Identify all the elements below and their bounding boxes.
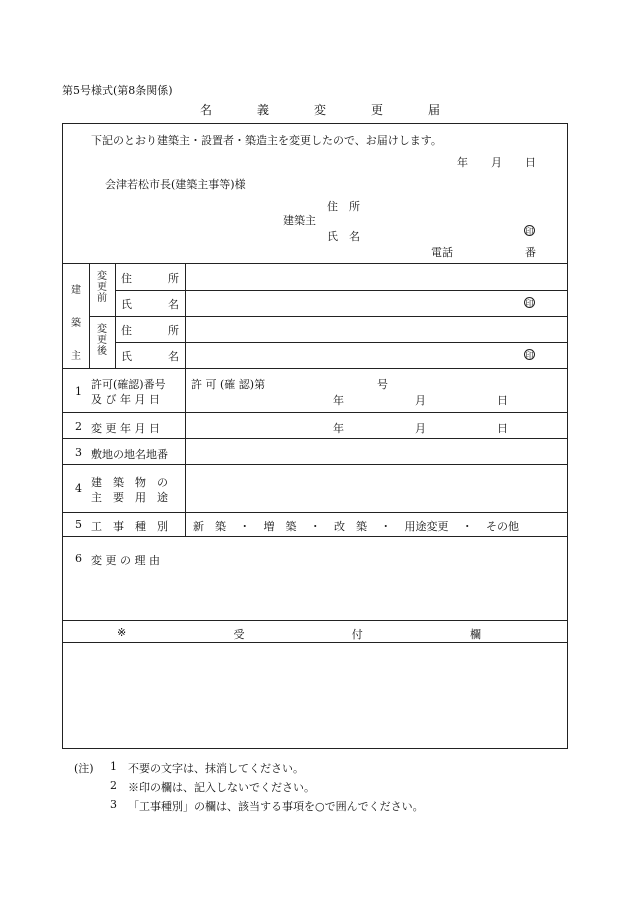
permit-prefix: 許 可 (確 認)第	[191, 378, 266, 391]
owner-group-char: 建	[71, 285, 81, 296]
row-number: 2	[75, 420, 82, 433]
phone-label: 電話	[431, 246, 453, 259]
permit-label-line2: 及 び 年 月 日	[91, 393, 160, 406]
date-day-label: 日	[525, 156, 536, 169]
after-char: 更	[97, 335, 107, 346]
permit-number-suffix: 号	[377, 378, 388, 391]
rule	[115, 290, 567, 291]
title-char: 名	[200, 103, 213, 117]
row-number: 5	[75, 518, 82, 531]
work-type-options	[193, 518, 519, 534]
rule	[63, 412, 567, 413]
work-type-use-change: 用途変更	[404, 520, 449, 533]
date-year-label: 年	[457, 156, 468, 169]
permit-day-label: 日	[497, 394, 508, 407]
row-number: 3	[75, 446, 82, 459]
reception-header	[117, 626, 481, 642]
before-address-label	[121, 270, 179, 286]
after-char: 後	[97, 346, 107, 357]
title-char: 届	[427, 103, 440, 117]
title-char: 義	[256, 103, 269, 117]
change-day-label: 日	[497, 422, 508, 435]
note-text: 「工事種別」の欄は、該当する事項を○で囲んでください。	[128, 800, 424, 813]
seal-mark: 印	[525, 227, 534, 236]
owner-group-char: 築	[71, 318, 81, 329]
form-title	[200, 101, 440, 118]
applicant-name-label: 氏 名	[327, 230, 360, 243]
rule	[63, 536, 567, 537]
separator-dot: ・	[309, 520, 321, 533]
work-type-extension: 増 築	[263, 520, 297, 533]
permit-label-line1: 許可(確認)番号	[91, 378, 166, 391]
rule	[63, 438, 567, 439]
note-number: 3	[110, 798, 117, 811]
notes-prefix: (注)	[74, 762, 94, 775]
seal-mark: 印	[525, 299, 534, 308]
intro-text: 下記のとおり建築主・設置者・築造主を変更したので、お届けします。	[91, 134, 442, 147]
change-reason-label: 変 更 の 理 由	[91, 554, 160, 567]
title-char: 更	[370, 103, 383, 117]
label-char: 所	[168, 272, 179, 285]
date-month-label: 月	[491, 156, 502, 169]
separator-dot: ・	[380, 520, 392, 533]
rule	[115, 263, 116, 368]
work-type-renovation: 改 築	[334, 520, 367, 533]
row-number: 4	[75, 482, 82, 495]
rule	[63, 368, 567, 369]
label-char: 所	[168, 324, 179, 337]
addressee: 会津若松市長(建築主事等)様	[105, 178, 246, 191]
work-type-other: その他	[486, 520, 519, 533]
separator-dot: ・	[461, 520, 473, 533]
permit-month-label: 月	[415, 394, 426, 407]
form-sheet	[62, 123, 568, 749]
change-date-label: 変 更 年 月 日	[91, 422, 160, 435]
before-change-label	[96, 271, 108, 304]
row-number: 1	[75, 385, 82, 398]
owner-group-char: 主	[71, 351, 81, 362]
reception-char: 付	[351, 628, 363, 641]
change-year-label: 年	[333, 422, 344, 435]
seal-mark: 印	[525, 351, 534, 360]
site-address-label: 敷地の地名地番	[91, 448, 168, 461]
rule	[185, 263, 186, 536]
rule	[63, 620, 567, 621]
building-use-label-line2: 主 要 用 途	[91, 491, 168, 504]
title-char: 変	[313, 103, 326, 117]
note-text: 不要の文字は、抹消してください。	[128, 762, 304, 775]
rule	[63, 464, 567, 465]
note-text: ※印の欄は、記入しないでください。	[128, 781, 315, 794]
rule	[89, 316, 567, 317]
before-char: 前	[97, 293, 107, 304]
before-name-label	[121, 296, 179, 312]
before-char: 更	[97, 282, 107, 293]
reception-char: 受	[233, 628, 245, 641]
note-number: 1	[110, 760, 117, 773]
form-id: 第5号様式(第8条関係)	[62, 84, 173, 97]
label-char: 氏	[121, 298, 132, 311]
work-type-label: 工 事 種 別	[91, 520, 168, 533]
phone-suffix: 番	[525, 246, 536, 259]
building-use-label-line1: 建 築 物 の	[91, 476, 168, 489]
separator-dot: ・	[239, 520, 251, 533]
applicant-label: 建築主	[283, 214, 316, 227]
after-char: 変	[97, 324, 107, 335]
after-address-label	[121, 322, 179, 338]
reception-char: ※	[117, 626, 127, 639]
owner-group-label	[70, 274, 82, 373]
before-char: 変	[97, 271, 107, 282]
label-char: 住	[121, 272, 132, 285]
label-char: 氏	[121, 350, 132, 363]
note-number: 2	[110, 779, 117, 792]
work-type-new: 新 築	[193, 520, 226, 533]
after-change-label	[96, 324, 108, 357]
after-name-label	[121, 348, 179, 364]
rule	[63, 642, 567, 643]
rule	[63, 263, 567, 264]
change-month-label: 月	[415, 422, 426, 435]
permit-year-label: 年	[333, 394, 344, 407]
rule	[63, 512, 567, 513]
rule	[115, 342, 567, 343]
reception-char: 欄	[469, 628, 481, 641]
label-char: 名	[168, 350, 179, 363]
label-char: 住	[121, 324, 132, 337]
rule	[89, 263, 90, 368]
row-number: 6	[75, 552, 82, 565]
applicant-address-label: 住 所	[327, 200, 360, 213]
label-char: 名	[168, 298, 179, 311]
